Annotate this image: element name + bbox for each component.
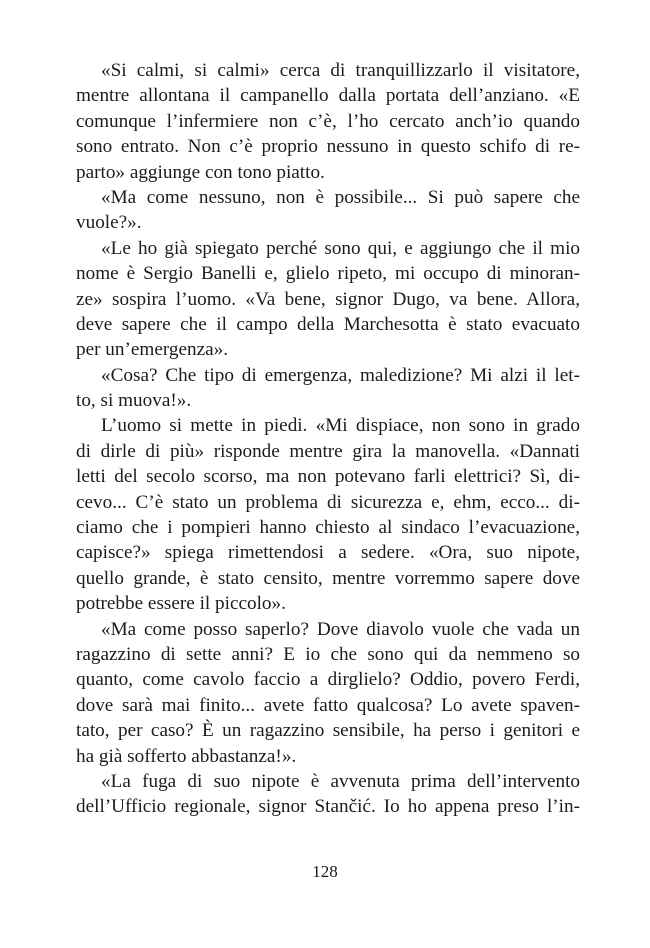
text-line: «Cosa? Che tipo di emergenza, maledizione? Mi alzi il let- — [101, 364, 580, 386]
text-line: parto» aggiunge con tono piatto. — [76, 161, 325, 183]
text-line: «Ma come posso saperlo? Dove diavolo vuole che vada un — [101, 618, 580, 640]
text-line: quello grande, è stato censito, mentre vorremmo sapere dove — [76, 567, 580, 589]
text-line: dove sarà mai finito... avete fatto qualcosa? Lo avete spaven- — [76, 694, 580, 716]
text-line: to, si muova!». — [76, 390, 192, 412]
text-line: ragazzino di sette anni? E io che sono qui da nemmeno so — [76, 643, 580, 665]
text-line: ciamo che i pompieri hanno chiesto al sindaco l’evacuazione, — [76, 517, 580, 539]
paragraph — [76, 769, 580, 820]
text-line: L’uomo si mette in piedi. «Mi dispiace, non sono in grado — [101, 415, 580, 437]
text-line: per un’emergenza». — [76, 339, 229, 361]
text-line: deve sapere che il campo della Marchesotta è stato evacuato — [76, 313, 580, 335]
text-line: nome è Sergio Banelli e, glielo ripeto, mi occupo di minoran- — [76, 263, 580, 285]
text-line: tato, per caso? È un ragazzino sensibile, ha perso i genitori e — [76, 720, 580, 742]
text-line: ze» sospira l’uomo. «Va bene, signor Dugo, va bene. Allora, — [76, 288, 580, 310]
paragraph — [76, 363, 580, 414]
page-number: 128 — [312, 862, 338, 881]
body-text — [76, 58, 580, 820]
paragraph — [76, 58, 580, 185]
text-line: letti del secolo scorso, ma non potevano farli elettrici? Sì, di- — [76, 466, 580, 488]
text-line: mentre allontana il campanello dalla portata dell’anziano. «E — [76, 85, 580, 107]
text-line: cevo... C’è stato un problema di sicurezza e, ehm, ecco... di- — [76, 491, 580, 513]
text-line: «La fuga di suo nipote è avvenuta prima dell’intervento — [101, 770, 580, 792]
text-line: «Si calmi, si calmi» cerca di tranquillizzarlo il visitatore, — [101, 60, 580, 81]
paragraph — [76, 236, 580, 363]
paragraph — [76, 413, 580, 616]
text-line: dell’Ufficio regionale, signor Stančić. Io ho appena preso l’in- — [76, 796, 580, 818]
paragraph — [76, 185, 580, 236]
text-line: potrebbe essere il piccolo». — [76, 593, 286, 615]
text-line: sono entrato. Non c’è proprio nessuno in questo schifo di re- — [76, 136, 580, 158]
text-line: capisce?» spiega rimettendosi a sedere. «Ora, suo nipote, — [76, 542, 580, 564]
text-line: quanto, come cavolo faccio a dirglielo? Oddio, povero Ferdi, — [76, 669, 580, 691]
text-line: «Ma come nessuno, non è possibile... Si può sapere che — [101, 186, 580, 208]
text-line: «Le ho già spiegato perché sono qui, e aggiungo che il mio — [101, 237, 580, 259]
text-line: comunque l’infermiere non c’è, l’ho cercato anch’io quando — [76, 110, 580, 132]
text-line: di dirle di più» risponde mentre gira la manovella. «Dannati — [76, 440, 580, 462]
text-line: vuole?». — [76, 212, 142, 234]
text-line: ha già sofferto abbastanza!». — [76, 745, 297, 767]
paragraph — [76, 617, 580, 769]
